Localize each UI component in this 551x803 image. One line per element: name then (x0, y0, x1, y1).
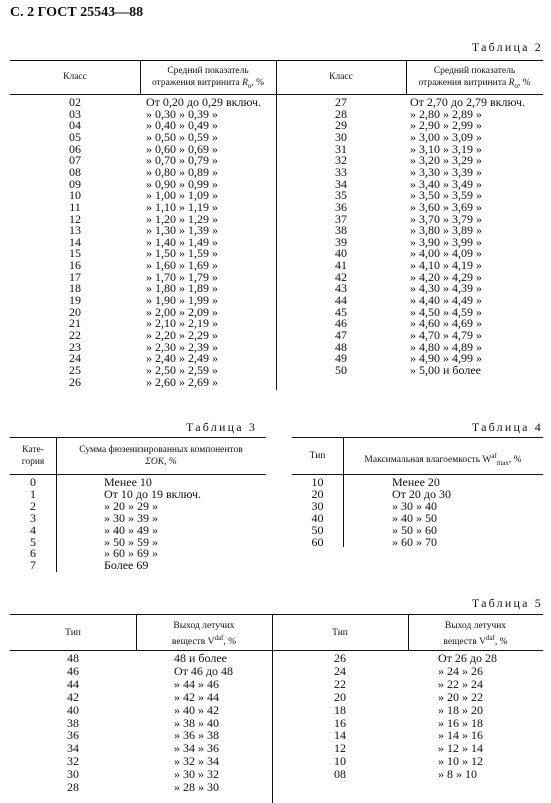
table-cell: 46 (335, 316, 347, 331)
header-line: Сумма фюзенизированных компонентов (79, 445, 243, 455)
table-cell: » 2,60 » 2,69 » (146, 374, 218, 389)
table-cell: » 40 » 42 (174, 702, 219, 717)
superscript: daf (214, 634, 224, 642)
table-cell: 44 (67, 676, 79, 691)
symbol: R (242, 78, 248, 88)
table-cell: 1 (30, 486, 36, 501)
table-cell: » 3,90 » 3,99 » (410, 234, 482, 249)
table-cell: 26 (69, 374, 81, 389)
table4-col-type: Тип (309, 451, 326, 461)
page-header: С. 2 ГОСТ 25543—88 (10, 5, 144, 20)
table-cell: 10 (334, 754, 346, 769)
table4-caption: Таблица 4 (471, 420, 543, 434)
table-cell: » 2,80 » 2,89 » (410, 106, 482, 121)
unit: , % (508, 455, 522, 466)
table-cell: 36 (335, 199, 347, 214)
table-cell: 5 (30, 534, 36, 549)
table-cell: » 44 » 46 (174, 676, 219, 691)
table-cell: » 34 » 36 (174, 741, 219, 756)
table-cell: 09 (69, 176, 81, 191)
table-cell: » 3,60 » 3,69 » (410, 199, 482, 214)
table-cell: 13 (69, 223, 81, 238)
table-cell: 34 (67, 741, 79, 756)
table-cell: 38 (335, 223, 347, 238)
table5-col-yield (408, 620, 543, 648)
table-cell: 16 (334, 715, 346, 730)
table-cell: » 0,50 » 0,59 » (146, 129, 218, 144)
table-cell: 22 (334, 676, 346, 691)
table-cell: 47 (335, 328, 347, 342)
table-cell: 26 (334, 651, 346, 665)
table-cell: » 4,80 » 4,89 » (410, 339, 482, 354)
table-cell: 16 (69, 258, 81, 273)
header-text: отражения витринита (418, 78, 507, 88)
table-cell: 14 (69, 234, 81, 249)
table5-col-type: Тип (65, 628, 81, 638)
table-cell: » 36 » 38 (174, 728, 219, 743)
table-cell: 02 (69, 95, 81, 109)
table-cell: 40 (335, 246, 347, 261)
table-cell: 10 (69, 188, 81, 203)
table-cell: 08 (69, 164, 81, 179)
table-cell: » 30 » 39 » (104, 510, 158, 525)
table-cell: 11 (69, 199, 81, 214)
table-cell: 60 (311, 534, 324, 549)
table-cell: 2 (30, 498, 36, 513)
table-cell: От 26 до 28 (438, 651, 498, 665)
table-cell: » 38 » 40 (174, 715, 219, 730)
superscript: daf (485, 634, 495, 642)
header-text: веществ V (171, 637, 215, 648)
table-cell: 08 (334, 767, 346, 782)
table-cell: » 5,00 и более (410, 362, 482, 377)
table-cell: » 60 » 70 (392, 534, 437, 549)
table-cell: 22 (69, 328, 81, 342)
table-cell: » 42 » 44 (174, 689, 219, 704)
header-line: ΣOK, % (145, 457, 177, 467)
table-cell: 03 (69, 106, 81, 121)
table-cell: » 1,60 » 1,69 » (146, 258, 218, 273)
table-cell: » 0,90 » 0,99 » (146, 176, 218, 191)
header-text: Максимальная влагоемкость W (364, 455, 492, 466)
table-cell: » 4,40 » 4,49 » (410, 293, 482, 308)
table-cell: » 2,40 » 2,49 » (146, 351, 218, 366)
table-cell: » 4,60 » 4,69 » (410, 316, 482, 331)
table-cell: » 2,00 » 2,09 » (146, 304, 218, 319)
header-line: гория (21, 457, 45, 467)
table-cell: 43 (335, 281, 347, 296)
table-cell: 28 (67, 780, 79, 794)
table-cell: » 1,00 » 1,09 » (146, 188, 218, 203)
table5-col-type: Тип (332, 628, 348, 638)
table-cell: 45 (335, 304, 347, 319)
table-cell: » 1,20 » 1,29 » (146, 211, 218, 226)
header-line (140, 77, 276, 92)
table-cell: » 20 » 29 » (104, 498, 158, 513)
header-line: Кате- (22, 445, 44, 455)
table-cell: 40 (311, 510, 324, 525)
header-line (406, 77, 543, 92)
table2-col-value (140, 65, 276, 92)
table-cell: 14 (334, 728, 346, 743)
table-cell: » 18 » 20 (438, 702, 483, 717)
symbol: R (508, 78, 515, 88)
table-cell: » 4,20 » 4,29 » (410, 269, 482, 284)
table-cell: 48 и более (174, 651, 228, 665)
unit: , % (517, 78, 531, 88)
table-cell: » 4,90 » 4,99 » (410, 351, 482, 366)
table-cell: Менее 10 (104, 475, 152, 489)
table-cell: » 0,80 » 0,89 » (146, 164, 218, 179)
table-cell: От 46 до 48 (174, 663, 234, 678)
table-cell: » 4,00 » 4,09 » (410, 246, 482, 261)
table-cell: » 30 » 40 (392, 498, 437, 513)
table5-col-yield (136, 620, 272, 648)
table-cell: 48 (335, 339, 347, 354)
table-cell: » 1,80 » 1,89 » (146, 281, 218, 296)
table-cell: 12 (69, 211, 81, 226)
table-cell: » 40 » 50 (392, 510, 437, 525)
table-cell: » 22 » 24 (438, 676, 483, 691)
table-cell: » 8 » 10 (438, 767, 477, 782)
table-cell: 34 (335, 176, 347, 191)
table-cell: От 10 до 19 включ. (104, 486, 202, 501)
table-cell: 46 (67, 663, 79, 678)
table-cell: » 2,30 » 2,39 » (146, 339, 218, 354)
table-cell: » 4,30 » 4,39 » (410, 281, 482, 296)
table-cell: 42 (335, 269, 347, 284)
subscript: o (514, 81, 518, 90)
superscript: af (491, 452, 497, 460)
table-cell: 25 (69, 362, 81, 377)
table-cell: 42 (67, 689, 79, 704)
table3-col-sum (56, 444, 266, 468)
table-cell: » 3,50 » 3,59 » (410, 188, 482, 203)
table-cell: 50 (311, 522, 324, 537)
table-cell: 24 (69, 351, 81, 366)
table-cell: 4 (30, 522, 36, 537)
table-cell: 0 (30, 475, 36, 489)
table-cell: Менее 20 (392, 475, 440, 489)
table-cell: 20 (334, 689, 346, 704)
header-line (408, 632, 543, 648)
table-cell: » 50 » 60 (392, 522, 437, 537)
header-line: Средний показатель (167, 66, 249, 76)
table-cell: 06 (69, 141, 81, 156)
table-cell: » 1,40 » 1,49 » (146, 234, 218, 249)
header-line: Выход летучих (444, 621, 507, 631)
table-cell: 04 (69, 118, 81, 133)
table-cell: » 30 » 32 (174, 767, 219, 782)
table-cell: » 2,10 » 2,19 » (146, 316, 218, 331)
unit: , % (251, 78, 265, 88)
table-cell: » 3,70 » 3,79 » (410, 211, 482, 226)
header-line (136, 632, 272, 648)
header-text: веществ V (443, 637, 486, 648)
table-cell: 40 (67, 702, 79, 717)
table-cell: » 32 » 34 (174, 754, 219, 769)
table-cell: » 3,20 » 3,29 » (410, 153, 482, 168)
table-cell: » 3,00 » 3,09 » (410, 129, 482, 144)
table-cell: » 0,60 » 0,69 » (146, 141, 218, 156)
table-cell: 35 (335, 188, 347, 203)
table-cell: 32 (335, 153, 347, 168)
table-cell: 48 (67, 651, 79, 665)
table-cell: 30 (311, 498, 324, 513)
table-cell: 41 (335, 258, 347, 273)
table-cell: 32 (67, 754, 79, 769)
table-cell: » 4,70 » 4,79 » (410, 328, 482, 342)
table-cell: 44 (335, 293, 347, 308)
table-cell: » 24 » 26 (438, 663, 483, 678)
table4-col-moisture (343, 450, 543, 469)
table-cell: » 4,50 » 4,59 » (410, 304, 482, 319)
table3-col-category (10, 444, 56, 468)
table-cell: » 28 » 30 (174, 780, 219, 794)
table-cell: » 14 » 16 (438, 728, 483, 743)
table-cell: » 1,30 » 1,39 » (146, 223, 218, 238)
table-cell: 28 (335, 106, 347, 121)
table-cell: 15 (69, 246, 81, 261)
table2-col-class: Класс (329, 72, 353, 82)
table-cell: 27 (335, 95, 347, 109)
table-cell: » 1,10 » 1,19 » (146, 199, 218, 214)
table-cell: » 10 » 12 (438, 754, 483, 769)
table-cell: 19 (69, 293, 81, 308)
table-cell: 49 (335, 351, 347, 366)
table4-top-rule (292, 437, 543, 438)
table-cell: » 20 » 22 (438, 689, 483, 704)
table-cell: » 0,30 » 0,39 » (146, 106, 218, 121)
unit: , % (223, 637, 237, 648)
table2-caption: Таблица 2 (471, 40, 543, 54)
table-cell: » 2,90 » 2,99 » (410, 118, 482, 133)
table-cell: 18 (334, 702, 346, 717)
table-cell: 24 (334, 663, 346, 678)
table-cell: От 0,20 до 0,29 включ. (146, 95, 262, 109)
table-cell: » 3,10 » 3,19 » (410, 141, 482, 156)
table-cell: 21 (69, 316, 81, 331)
table-cell: 33 (335, 164, 347, 179)
table-cell: » 16 » 18 (438, 715, 483, 730)
table-cell: 18 (69, 281, 81, 296)
table-cell: 12 (334, 741, 346, 756)
table-cell: 50 (335, 362, 347, 377)
table-cell: » 40 » 49 » (104, 522, 158, 537)
table-cell: » 0,40 » 0,49 » (146, 118, 218, 133)
table-cell: 17 (69, 269, 81, 284)
table-cell: 30 (335, 129, 347, 144)
table3-top-rule (10, 437, 266, 438)
table-cell: 39 (335, 234, 347, 249)
table-cell: 36 (67, 728, 79, 743)
table-cell: » 3,40 » 3,49 » (410, 176, 482, 191)
table3-caption: Таблица 3 (186, 420, 258, 434)
table-cell: » 3,80 » 3,89 » (410, 223, 482, 238)
table-cell: 7 (30, 558, 36, 573)
table-cell: 05 (69, 129, 81, 144)
table-cell: » 50 » 59 » (104, 534, 158, 549)
table-cell: 6 (30, 546, 36, 561)
table2-col-class: Класс (63, 72, 87, 82)
table-cell: » 1,50 » 1,59 » (146, 246, 218, 261)
table-cell: » 12 » 14 (438, 741, 483, 756)
table-cell: » 0,70 » 0,79 » (146, 153, 218, 168)
table-cell: » 4,10 » 4,19 » (410, 258, 482, 273)
subscript: max (496, 459, 509, 468)
table-cell: 07 (69, 153, 81, 168)
header-line: Средний показатель (433, 66, 516, 76)
table2-col-value (406, 65, 543, 92)
header-line: Выход летучих (173, 621, 235, 631)
table5-caption: Таблица 5 (471, 596, 543, 610)
table-cell: От 20 до 30 (392, 486, 452, 501)
table-cell: » 2,20 » 2,29 » (146, 328, 218, 342)
table-cell: 37 (335, 211, 347, 226)
table-cell: » 3,30 » 3,39 » (410, 164, 482, 179)
table-cell: От 2,70 до 2,79 включ. (410, 95, 526, 109)
table-cell: Более 69 (104, 558, 149, 573)
table-cell: 29 (335, 118, 347, 133)
table-cell: 30 (67, 767, 79, 782)
table-cell: » 1,70 » 1,79 » (146, 269, 218, 284)
table-cell: 10 (311, 475, 324, 489)
table-cell: 20 (69, 304, 81, 319)
subscript: o (247, 81, 252, 90)
table-cell: » 2,50 » 2,59 » (146, 362, 218, 377)
table-cell: 23 (69, 339, 81, 354)
table5-top-rule (10, 614, 543, 615)
table-cell: 3 (30, 510, 36, 525)
table-cell: » 1,90 » 1,99 » (146, 293, 218, 308)
unit: , % (494, 637, 508, 648)
table-cell: 31 (335, 141, 347, 156)
table-cell: » 60 » 69 » (104, 546, 158, 561)
header-text: отражения витринита (151, 78, 240, 88)
table-cell: 38 (67, 715, 79, 730)
table-cell: 20 (311, 486, 324, 501)
